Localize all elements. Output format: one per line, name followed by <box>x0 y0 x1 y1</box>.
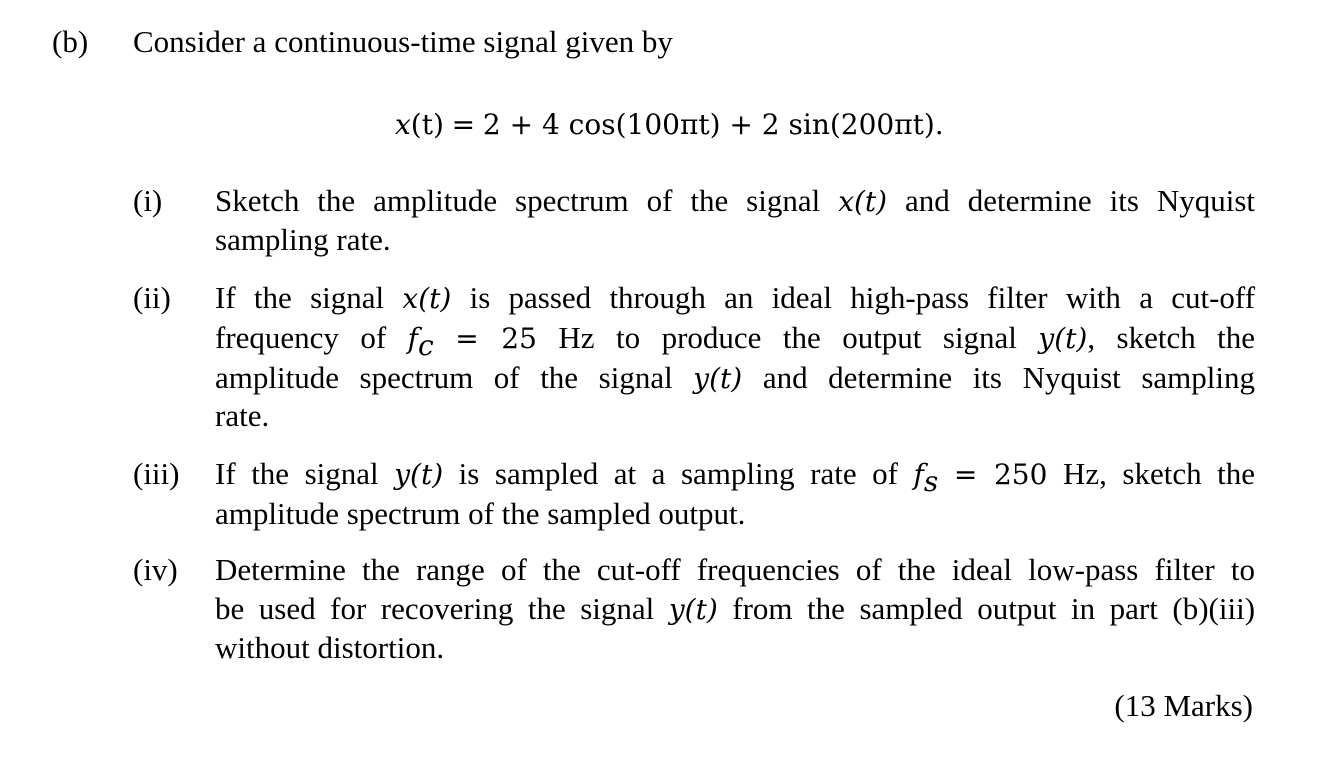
cutoff-frequency-expr <box>407 320 537 362</box>
question-intro: Consider a continuous-time signal given by <box>133 24 673 59</box>
part-iv-text: from the sampled output in part (b)(iii) <box>732 591 1256 626</box>
part-iv-line-3: without distortion. <box>215 630 445 665</box>
fc-symbol: f <box>407 322 419 355</box>
marks-label: (13 Marks) <box>1114 688 1253 723</box>
signal-x-symbol: x(t) <box>838 185 888 218</box>
part-i-label: (i) <box>133 183 163 218</box>
part-iii-text: Hz, sketch the <box>1062 456 1256 491</box>
part-ii-text: and determine its Nyquist sampling <box>762 360 1255 395</box>
part-i-text: Sketch the amplitude spectrum of the signal <box>215 183 821 218</box>
part-ii-line-2 <box>215 320 1255 362</box>
fs-value: = 250 <box>953 458 1048 491</box>
part-i-text: and determine its Nyquist <box>905 183 1256 218</box>
equation-equals: = <box>451 108 476 141</box>
equation-lhs-arg: (t) <box>410 108 444 141</box>
signal-y-with-comma <box>1038 320 1255 355</box>
part-ii-text: frequency of <box>215 320 387 355</box>
part-i-line-1 <box>215 183 1255 219</box>
signal-y-symbol: y(t) <box>693 362 743 395</box>
part-ii-text: amplitude spectrum of the signal <box>215 360 673 395</box>
fc-subscript: c <box>418 329 434 362</box>
part-iii-line-2: amplitude spectrum of the sampled output. <box>215 496 746 531</box>
part-ii-text: , sketch the <box>1087 320 1256 355</box>
part-ii-text: is passed through an ideal high-pass filter with a cut-off <box>469 280 1256 315</box>
fs-subscript: s <box>923 465 939 498</box>
signal-equation <box>395 106 944 142</box>
signal-x-symbol: x(t) <box>402 282 452 315</box>
part-iv-text: be used for recovering the signal <box>215 591 655 626</box>
part-iii-text: is sampled at a sampling rate of <box>458 456 898 491</box>
part-iv-line-1: Determine the range of the cut-off frequencies of the ideal low-pass filter to <box>215 552 1255 587</box>
fc-value: = 25 <box>455 322 537 355</box>
signal-y-symbol: y(t) <box>668 593 718 626</box>
part-iii-label: (iii) <box>133 456 180 491</box>
equation-lhs-fn: x <box>395 108 411 141</box>
signal-y-symbol: y(t) <box>1038 322 1088 355</box>
part-ii-text: If the signal <box>215 280 385 315</box>
sampling-rate-expr <box>913 456 1048 498</box>
part-ii-line-1 <box>215 280 1255 316</box>
part-iv-line-2 <box>215 591 1255 627</box>
equation-rhs: 2 + 4 cos(100πt) + 2 sin(200πt). <box>482 108 944 141</box>
part-iii-line-1 <box>215 456 1255 498</box>
fs-symbol: f <box>913 458 924 491</box>
part-iii-text: If the signal <box>215 456 379 491</box>
part-i-line-2: sampling rate. <box>215 222 391 257</box>
fc-unit: Hz <box>558 320 595 355</box>
part-ii-label: (ii) <box>133 280 171 315</box>
signal-y-symbol: y(t) <box>394 458 444 491</box>
question-label: (b) <box>52 24 89 59</box>
part-ii-line-3 <box>215 360 1255 396</box>
part-ii-line-4: rate. <box>215 398 270 433</box>
part-iv-label: (iv) <box>133 552 178 587</box>
part-ii-text: to produce the output signal <box>616 320 1017 355</box>
